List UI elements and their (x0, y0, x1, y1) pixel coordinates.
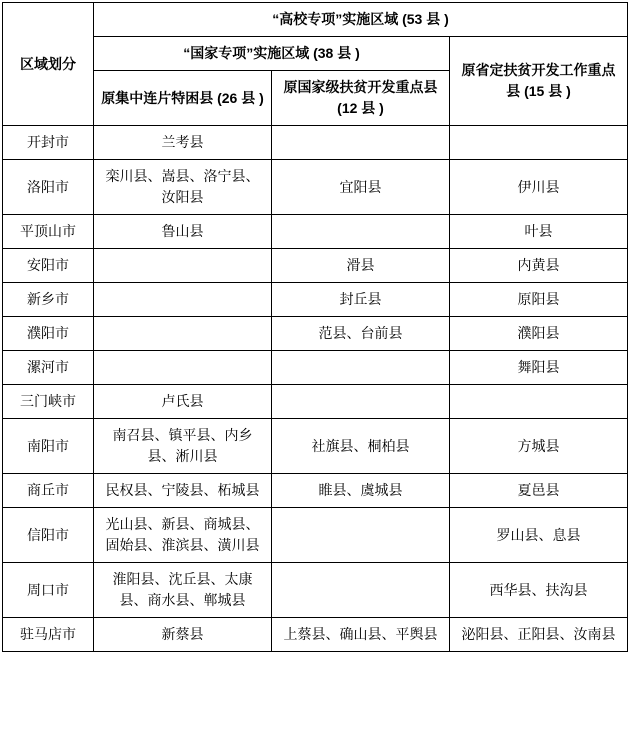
table-header-row-2 (3, 37, 628, 71)
row-city: 新乡市 (3, 283, 94, 317)
table-row (3, 126, 628, 160)
row-col-b: 滑县 (272, 249, 450, 283)
row-col-b: 宜阳县 (272, 160, 450, 215)
row-col-b (272, 126, 450, 160)
row-col-b (272, 508, 450, 563)
row-col-c: 原阳县 (450, 283, 628, 317)
header-col-a: 原集中连片特困县 (26 县 ) (94, 71, 272, 126)
header-col-b: 原国家级扶贫开发重点县 (12 县 ) (272, 71, 450, 126)
table-row (3, 618, 628, 652)
table-row (3, 317, 628, 351)
row-city: 漯河市 (3, 351, 94, 385)
table-header-row-1 (3, 3, 628, 37)
row-city: 信阳市 (3, 508, 94, 563)
row-col-c: 内黄县 (450, 249, 628, 283)
row-col-a: 兰考县 (94, 126, 272, 160)
row-city: 周口市 (3, 563, 94, 618)
table-row (3, 419, 628, 474)
row-col-b (272, 385, 450, 419)
header-top-span: “高校专项”实施区域 (53 县 ) (94, 3, 628, 37)
row-col-a: 南召县、镇平县、内乡县、淅川县 (94, 419, 272, 474)
row-city: 开封市 (3, 126, 94, 160)
row-col-c: 方城县 (450, 419, 628, 474)
row-col-c: 泌阳县、正阳县、汝南县 (450, 618, 628, 652)
header-col-c: 原省定扶贫开发工作重点县 (15 县 ) (450, 37, 628, 126)
row-col-a: 卢氏县 (94, 385, 272, 419)
row-col-a: 鲁山县 (94, 215, 272, 249)
row-col-b (272, 215, 450, 249)
row-city: 商丘市 (3, 474, 94, 508)
row-col-c: 伊川县 (450, 160, 628, 215)
row-col-c: 舞阳县 (450, 351, 628, 385)
table-row (3, 160, 628, 215)
row-col-b (272, 351, 450, 385)
table-body (3, 3, 628, 652)
row-col-c: 西华县、扶沟县 (450, 563, 628, 618)
row-col-a (94, 283, 272, 317)
row-city: 濮阳市 (3, 317, 94, 351)
table-row (3, 563, 628, 618)
header-corner-label: 区域划分 (3, 3, 94, 126)
row-city: 安阳市 (3, 249, 94, 283)
row-col-a: 栾川县、嵩县、洛宁县、汝阳县 (94, 160, 272, 215)
table-row (3, 474, 628, 508)
row-col-a (94, 351, 272, 385)
row-city: 南阳市 (3, 419, 94, 474)
row-col-c (450, 126, 628, 160)
row-col-c: 夏邑县 (450, 474, 628, 508)
table-row (3, 508, 628, 563)
table-row (3, 249, 628, 283)
table-row (3, 215, 628, 249)
header-second-span: “国家专项”实施区域 (38 县 ) (94, 37, 450, 71)
row-col-a: 新蔡县 (94, 618, 272, 652)
row-col-a (94, 249, 272, 283)
region-division-table (2, 2, 628, 652)
row-col-c: 叶县 (450, 215, 628, 249)
row-col-a (94, 317, 272, 351)
table-row (3, 385, 628, 419)
row-city: 三门峡市 (3, 385, 94, 419)
row-col-b (272, 563, 450, 618)
row-col-c: 罗山县、息县 (450, 508, 628, 563)
row-col-b: 范县、台前县 (272, 317, 450, 351)
row-col-c: 濮阳县 (450, 317, 628, 351)
row-col-c (450, 385, 628, 419)
table-row (3, 283, 628, 317)
table-row (3, 351, 628, 385)
row-col-b: 上蔡县、确山县、平舆县 (272, 618, 450, 652)
row-col-b: 睢县、虞城县 (272, 474, 450, 508)
row-col-b: 社旗县、桐柏县 (272, 419, 450, 474)
row-col-a: 光山县、新县、商城县、固始县、淮滨县、潢川县 (94, 508, 272, 563)
row-col-a: 民权县、宁陵县、柘城县 (94, 474, 272, 508)
row-col-b: 封丘县 (272, 283, 450, 317)
row-city: 驻马店市 (3, 618, 94, 652)
row-city: 洛阳市 (3, 160, 94, 215)
row-city: 平顶山市 (3, 215, 94, 249)
row-col-a: 淮阳县、沈丘县、太康县、商水县、郸城县 (94, 563, 272, 618)
